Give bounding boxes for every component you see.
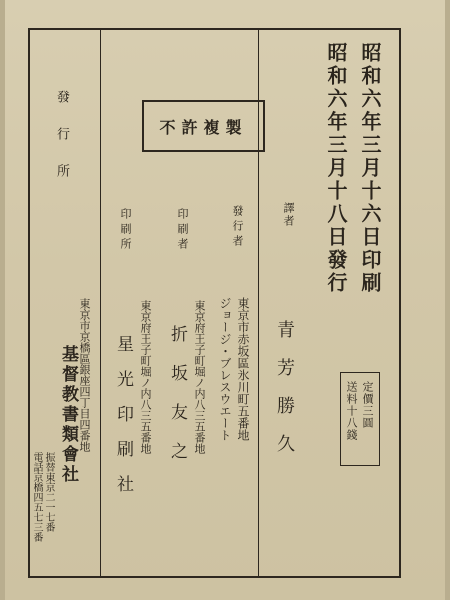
copyright-stamp [142, 100, 265, 152]
price-box [340, 372, 380, 466]
divider-line-left [100, 28, 101, 578]
translator-role: 譯者 [282, 202, 295, 228]
print-shop-role: 印刷所 [119, 208, 132, 253]
translator-name: 青芳勝久 [274, 320, 295, 472]
print-shop-address: 東京府王子町堀ノ内八三五番地 [139, 300, 152, 454]
postage-label: 送料十八錢 [345, 381, 358, 441]
issue-date: 昭和六年三月十八日發行 [324, 42, 348, 295]
printer-role: 印刷者 [176, 208, 189, 253]
printer-name: 折坂友之 [167, 325, 187, 481]
publisher-name: ジョージ・ブレスウエート [218, 297, 232, 441]
copyright-text: 不許複製 [159, 117, 248, 137]
print-shop-name: 星光印刷社 [113, 335, 133, 510]
price-label: 定價三圓 [361, 381, 374, 429]
publishing-house-address: 東京市京橋區銀座四丁目四番地 [78, 298, 91, 452]
publishing-house-name: 基督教書類會社 [58, 345, 78, 485]
phone-number: 電話京橋四五七三番 [31, 452, 42, 542]
printer-address: 東京府王子町堀ノ内八三五番地 [193, 300, 206, 454]
publisher-role: 發行者 [231, 205, 244, 250]
transfer-account: 振替東京二一七番 [43, 452, 54, 532]
print-date: 昭和六年三月十六日印刷 [358, 42, 382, 295]
publisher-address: 東京市赤坂區氷川町五番地 [236, 297, 250, 441]
publishing-house-role: 發行所 [54, 90, 69, 201]
